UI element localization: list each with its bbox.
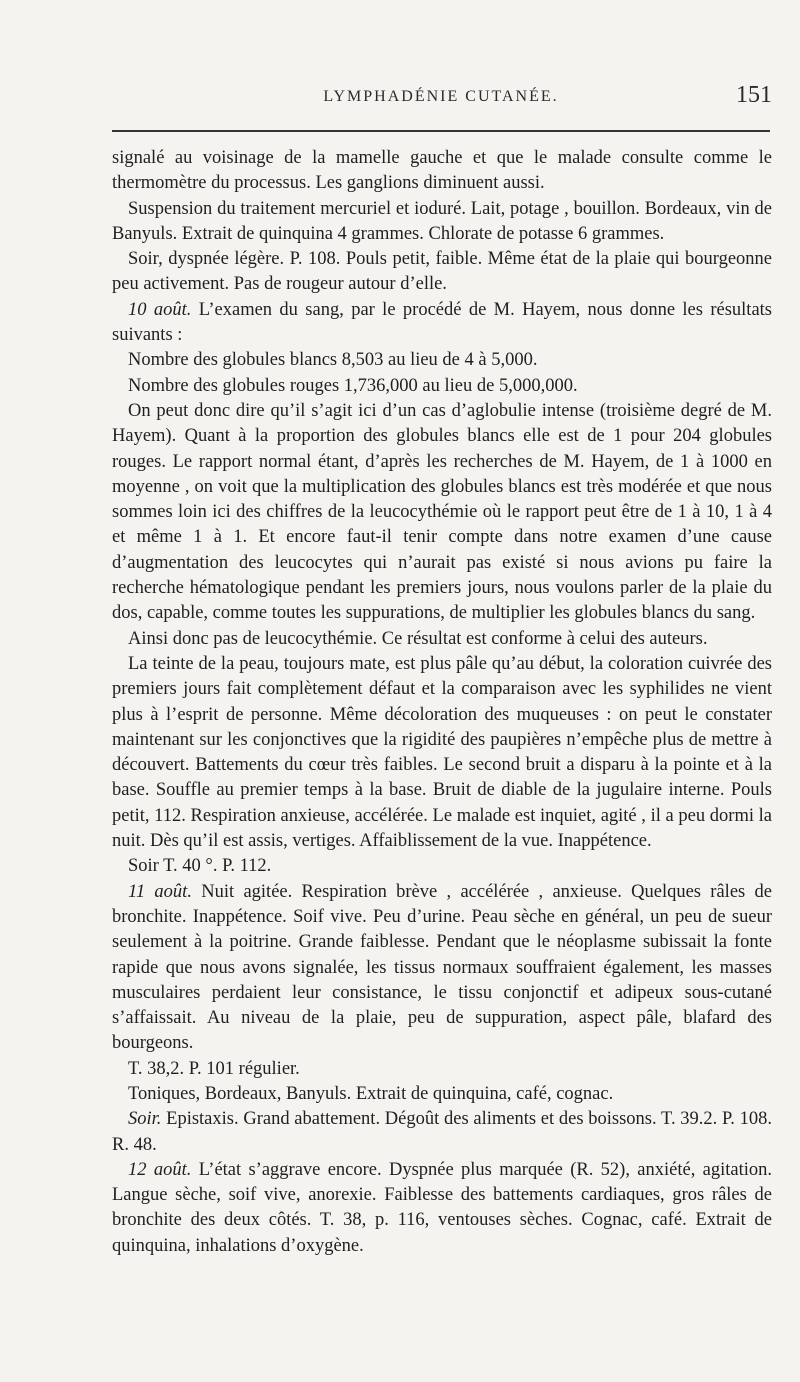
paragraph: On peut donc dire qu’il s’agit ici d’un cas d’aglobulie intense (troisième degré de M. Hayem). Quant à la proportion des globules blancs elle est de 1 pour 204 globules rouges. Le rapport normal étant, d’après les recherches de M. Hayem, de 1 à 1000 en moyenne , on voit que la multiplication des globules blancs est très modérée et que nous sommes loin ici des chiffres de la leucocythémie où le rapport peut être de 1 à 10, 1 à 4 et même 1 à 1. Et encore faut-il tenir compte dans notre examen d’une cause d’augmentation des leucocytes qui n’aurait pas existé si nous avions pu faire la recherche hématologique pendant les premiers jours, nous voulons parler de la plaie du dos, capable, comme toutes les suppurations, de multiplier les globules blancs du sang. bbox=[112, 400, 772, 624]
paragraph: Soir T. 40 °. P. 112. bbox=[128, 856, 272, 877]
date-lead: Soir. bbox=[128, 1109, 162, 1130]
paragraph: Nombre des globules blancs 8,503 au lieu de 4 à 5,000. bbox=[128, 350, 538, 371]
paragraph: signalé au voisinage de la mamelle gauche et que le malade consulte comme le thermomètre du processus. Les ganglions diminuent aussi. bbox=[112, 148, 772, 194]
paragraph: 11 août. Nuit agitée. Respiration brève , accélérée , anxieuse. Quelques râles de bronchite. Inappétence. Soif vive. Peu d’urine. Peau sèche en général, un peu de sueur seulement à la poitrine. Grande faiblesse. Pendant que le néoplasme subissait la fonte rapide que nous avons signalée, les tissus normaux souffraient également, les masses musculaires perdaient leur consistance, le tissu conjonctif et adipeux sous-cutané s’affaissait. Au niveau de la plaie, peu de suppuration, aspect pâle, blafard des bourgeons. bbox=[112, 881, 772, 1054]
running-head bbox=[110, 82, 772, 118]
header-rule bbox=[112, 130, 770, 132]
paragraph: Suspension du traitement mercuriel et ioduré. Lait, potage , bouillon. Bordeaux, vin de Banyuls. Extrait de quinquina 4 grammes. Chlorate de potasse 6 grammes. bbox=[112, 198, 772, 244]
paragraph: T. 38,2. P. 101 régulier. bbox=[128, 1058, 300, 1079]
paragraph: Toniques, Bordeaux, Banyuls. Extrait de quinquina, café, cognac. bbox=[128, 1083, 614, 1104]
paragraph: 10 août. L’examen du sang, par le procédé de M. Hayem, nous donne les résultats suivants : bbox=[112, 299, 772, 346]
paragraph: Soir, dyspnée légère. P. 108. Pouls petit, faible. Même état de la plaie qui bourgeonne peu activement. Pas de rougeur autour d’elle. bbox=[112, 249, 772, 295]
running-title: LYMPHADÉNIE CUTANÉE. bbox=[323, 88, 559, 105]
paragraph: La teinte de la peau, toujours mate, est plus pâle qu’au début, la coloration cuivrée des premiers jours fait complètement défaut et la comparaison avec les syphilides ne vient plus à l’esprit de personne. Même décoloration des muqueuses : on peut le constater maintenant sur les conjonctives que la rigidité des paupières n’empêche plus de mettre à découvert. Battements du cœur très faibles. Le second bruit a disparu à la pointe et à la base. Souffle au premier temps à la base. Bruit de diable de la jugulaire interne. Pouls petit, 112. Respiration anxieuse, accélérée. Le malade est inquiet, agité , il a peu dormi la nuit. Dès qu’il est assis, vertiges. Affaiblissement de la vue. Inappétence. bbox=[112, 653, 772, 852]
paragraph: 12 août. L’état s’aggrave encore. Dyspnée plus marquée (R. 52), anxiété, agitation. Langue sèche, soif vive, anorexie. Faiblesse des battements cardiaques, gros râles de bronchite des deux côtés. T. 38, p. 116, ventouses sèches. Cognac, café. Extrait de quinquina, inhalations d’oxygène. bbox=[112, 1159, 773, 1256]
paragraph: Soir. Epistaxis. Grand abattement. Dégoût des aliments et des boissons. T. 39.2. P. 108. R. 48. bbox=[112, 1109, 772, 1155]
body-text bbox=[112, 146, 772, 1259]
date-lead: 11 août. bbox=[128, 881, 192, 902]
paragraph: Nombre des globules rouges 1,736,000 au lieu de 5,000,000. bbox=[128, 375, 578, 396]
date-lead: 10 août. bbox=[128, 299, 192, 320]
page-number: 151 bbox=[736, 82, 772, 108]
date-lead: 12 août. bbox=[128, 1159, 192, 1180]
paragraph: Ainsi donc pas de leucocythémie. Ce résultat est conforme à celui des auteurs. bbox=[128, 628, 708, 649]
